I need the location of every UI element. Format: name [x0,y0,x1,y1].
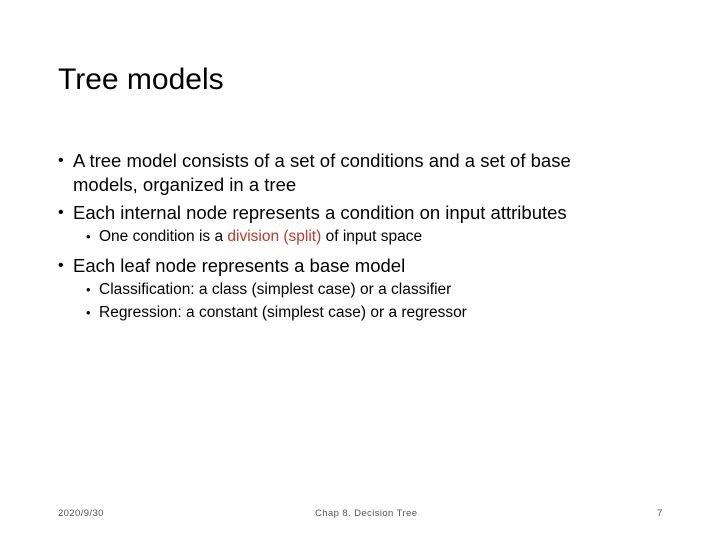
bullet-1 [58,149,571,197]
sub-bullet-text-before: One condition is a [99,228,228,245]
bullet-dot: • [58,152,64,169]
footer-title: Chap 8. Decision Tree [315,508,418,519]
bullet-3-sub-2 [86,303,467,323]
sub-bullet-dot: • [86,282,91,297]
highlight-division-split: division (split) [227,228,322,245]
footer-page-number: 7 [657,508,663,519]
sub-bullet-text: Regression: a constant (simplest case) or a regressor [99,304,467,321]
sub-bullet-text-after: of input space [321,228,423,245]
bullet-dot: • [58,204,64,221]
bullet-2-text: Each internal node represents a condition on input attributes [73,202,567,223]
bullet-3-text: Each leaf node represents a base model [73,255,406,276]
bullet-1-line-2: models, organized in a tree [73,174,297,195]
bullet-3-sub-1 [86,280,451,300]
footer-date: 2020/9/30 [58,508,104,519]
bullet-2-sub-1 [86,227,422,247]
bullet-dot: • [58,257,64,274]
sub-bullet-text [86,227,422,247]
sub-bullet-dot: • [86,305,91,320]
sub-bullet-dot: • [86,229,91,244]
sub-bullet-text: Classification: a class (simplest case) or a classifier [99,281,452,298]
bullet-1-line-1: A tree model consists of a set of conditions and a set of base [73,150,571,171]
bullet-2 [58,201,567,225]
slide-title: Tree models [58,63,224,96]
bullet-3 [58,254,405,278]
